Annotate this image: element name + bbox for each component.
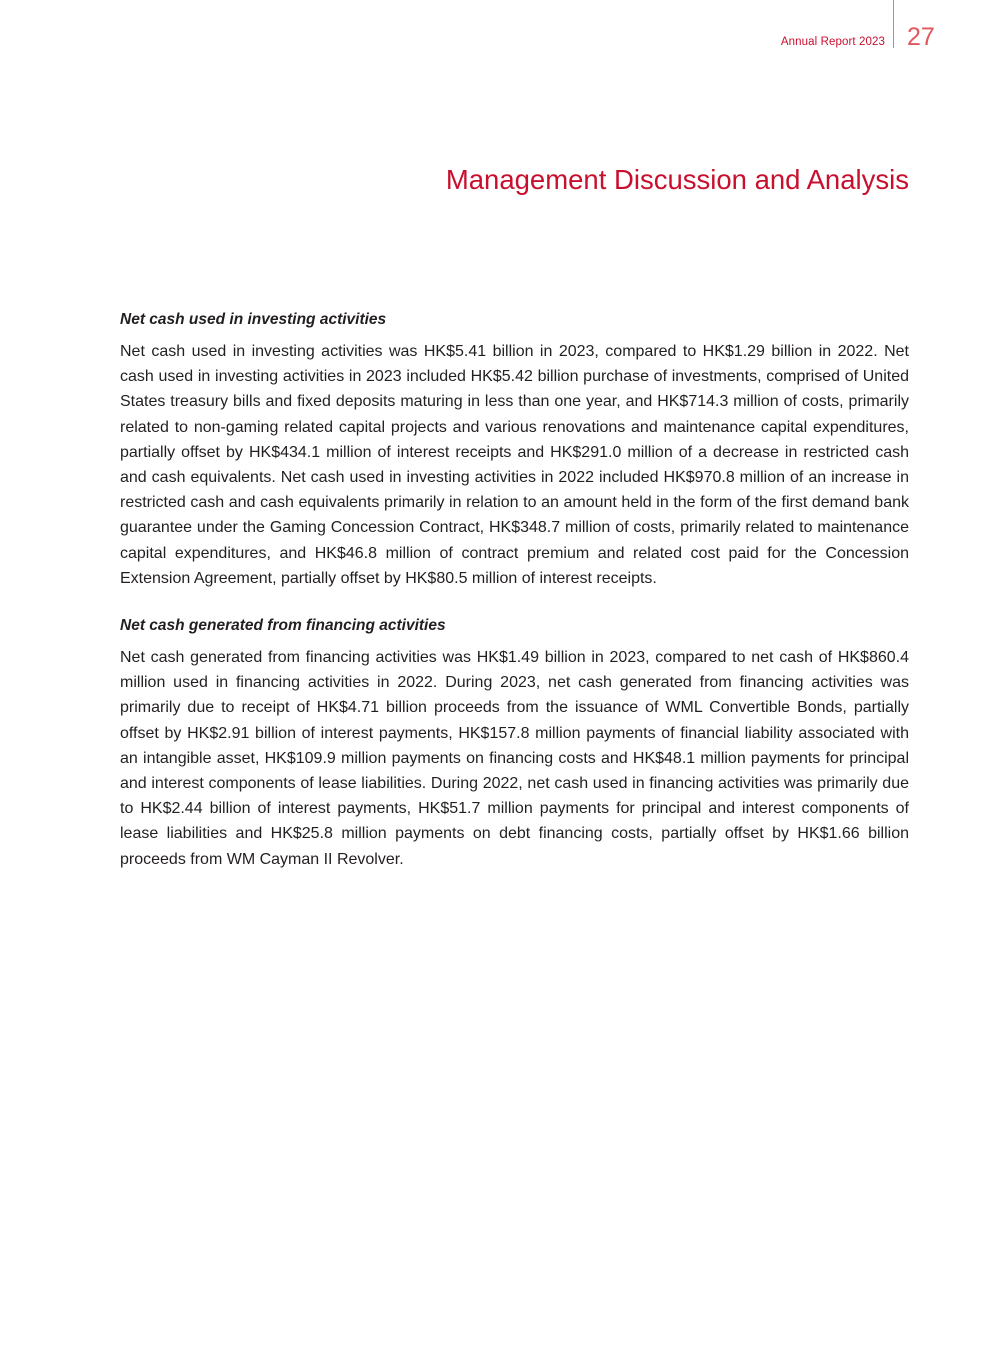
report-label: Annual Report 2023: [780, 36, 885, 48]
page-title: Management Discussion and Analysis: [445, 164, 909, 195]
section-body: Net cash generated from financing activities was HK$1.49 billion in 2023, compared to net cash of HK$860.4 million used in financing activities in 2022. During 2023, net cash generated from financing activities was primarily due to receipt of HK$4.71 billion proceeds from the issuance of WML Convertible Bonds, partially offset by HK$2.91 billion of interest payments, HK$157.8 million payments of financial liability associated with an intangible asset, HK$109.9 million payments on financing costs and HK$48.1 million payments for principal and interest components of lease liabilities. During 2022, net cash used in financing activities was primarily due to HK$2.44 billion of interest payments, HK$51.7 million payments for principal and interest components of lease liabilities and HK$25.8 million payments on debt financing costs, partially offset by HK$1.66 billion proceeds from WM Cayman II Revolver.: [120, 649, 909, 868]
section-financing-activities: [120, 615, 909, 872]
section-body: Net cash used in investing activities was HK$5.41 billion in 2023, compared to HK$1.29 billion in 2022. Net cash used in investing activities in 2023 included HK$5.42 billion purchase of investments, comprised of United States treasury bills and fixed deposits maturing in less than one year, and HK$714.3 million of costs, primarily related to non-gaming related capital projects and various renovations and maintenance capital expenditures, partially offset by HK$434.1 million of interest receipts and HK$291.0 million of a decrease in restricted cash and cash equivalents. Net cash used in investing activities in 2022 included HK$970.8 million of an increase in restricted cash and cash equivalents primarily in relation to an amount held in the form of the first demand bank guarantee under the Gaming Concession Contract, HK$348.7 million of costs, primarily related to maintenance capital expenditures, and HK$46.8 million of contract premium and related cost paid for the Concession Extension Agreement, partially offset by HK$80.5 million of interest receipts.: [120, 343, 909, 587]
page-number: 27: [907, 23, 935, 51]
header-divider: [893, 0, 894, 48]
section-heading: Net cash used in investing activities: [120, 311, 387, 328]
main-content: [120, 309, 909, 872]
section-investing-activities: [120, 309, 909, 591]
section-heading: Net cash generated from financing activities: [120, 617, 446, 635]
